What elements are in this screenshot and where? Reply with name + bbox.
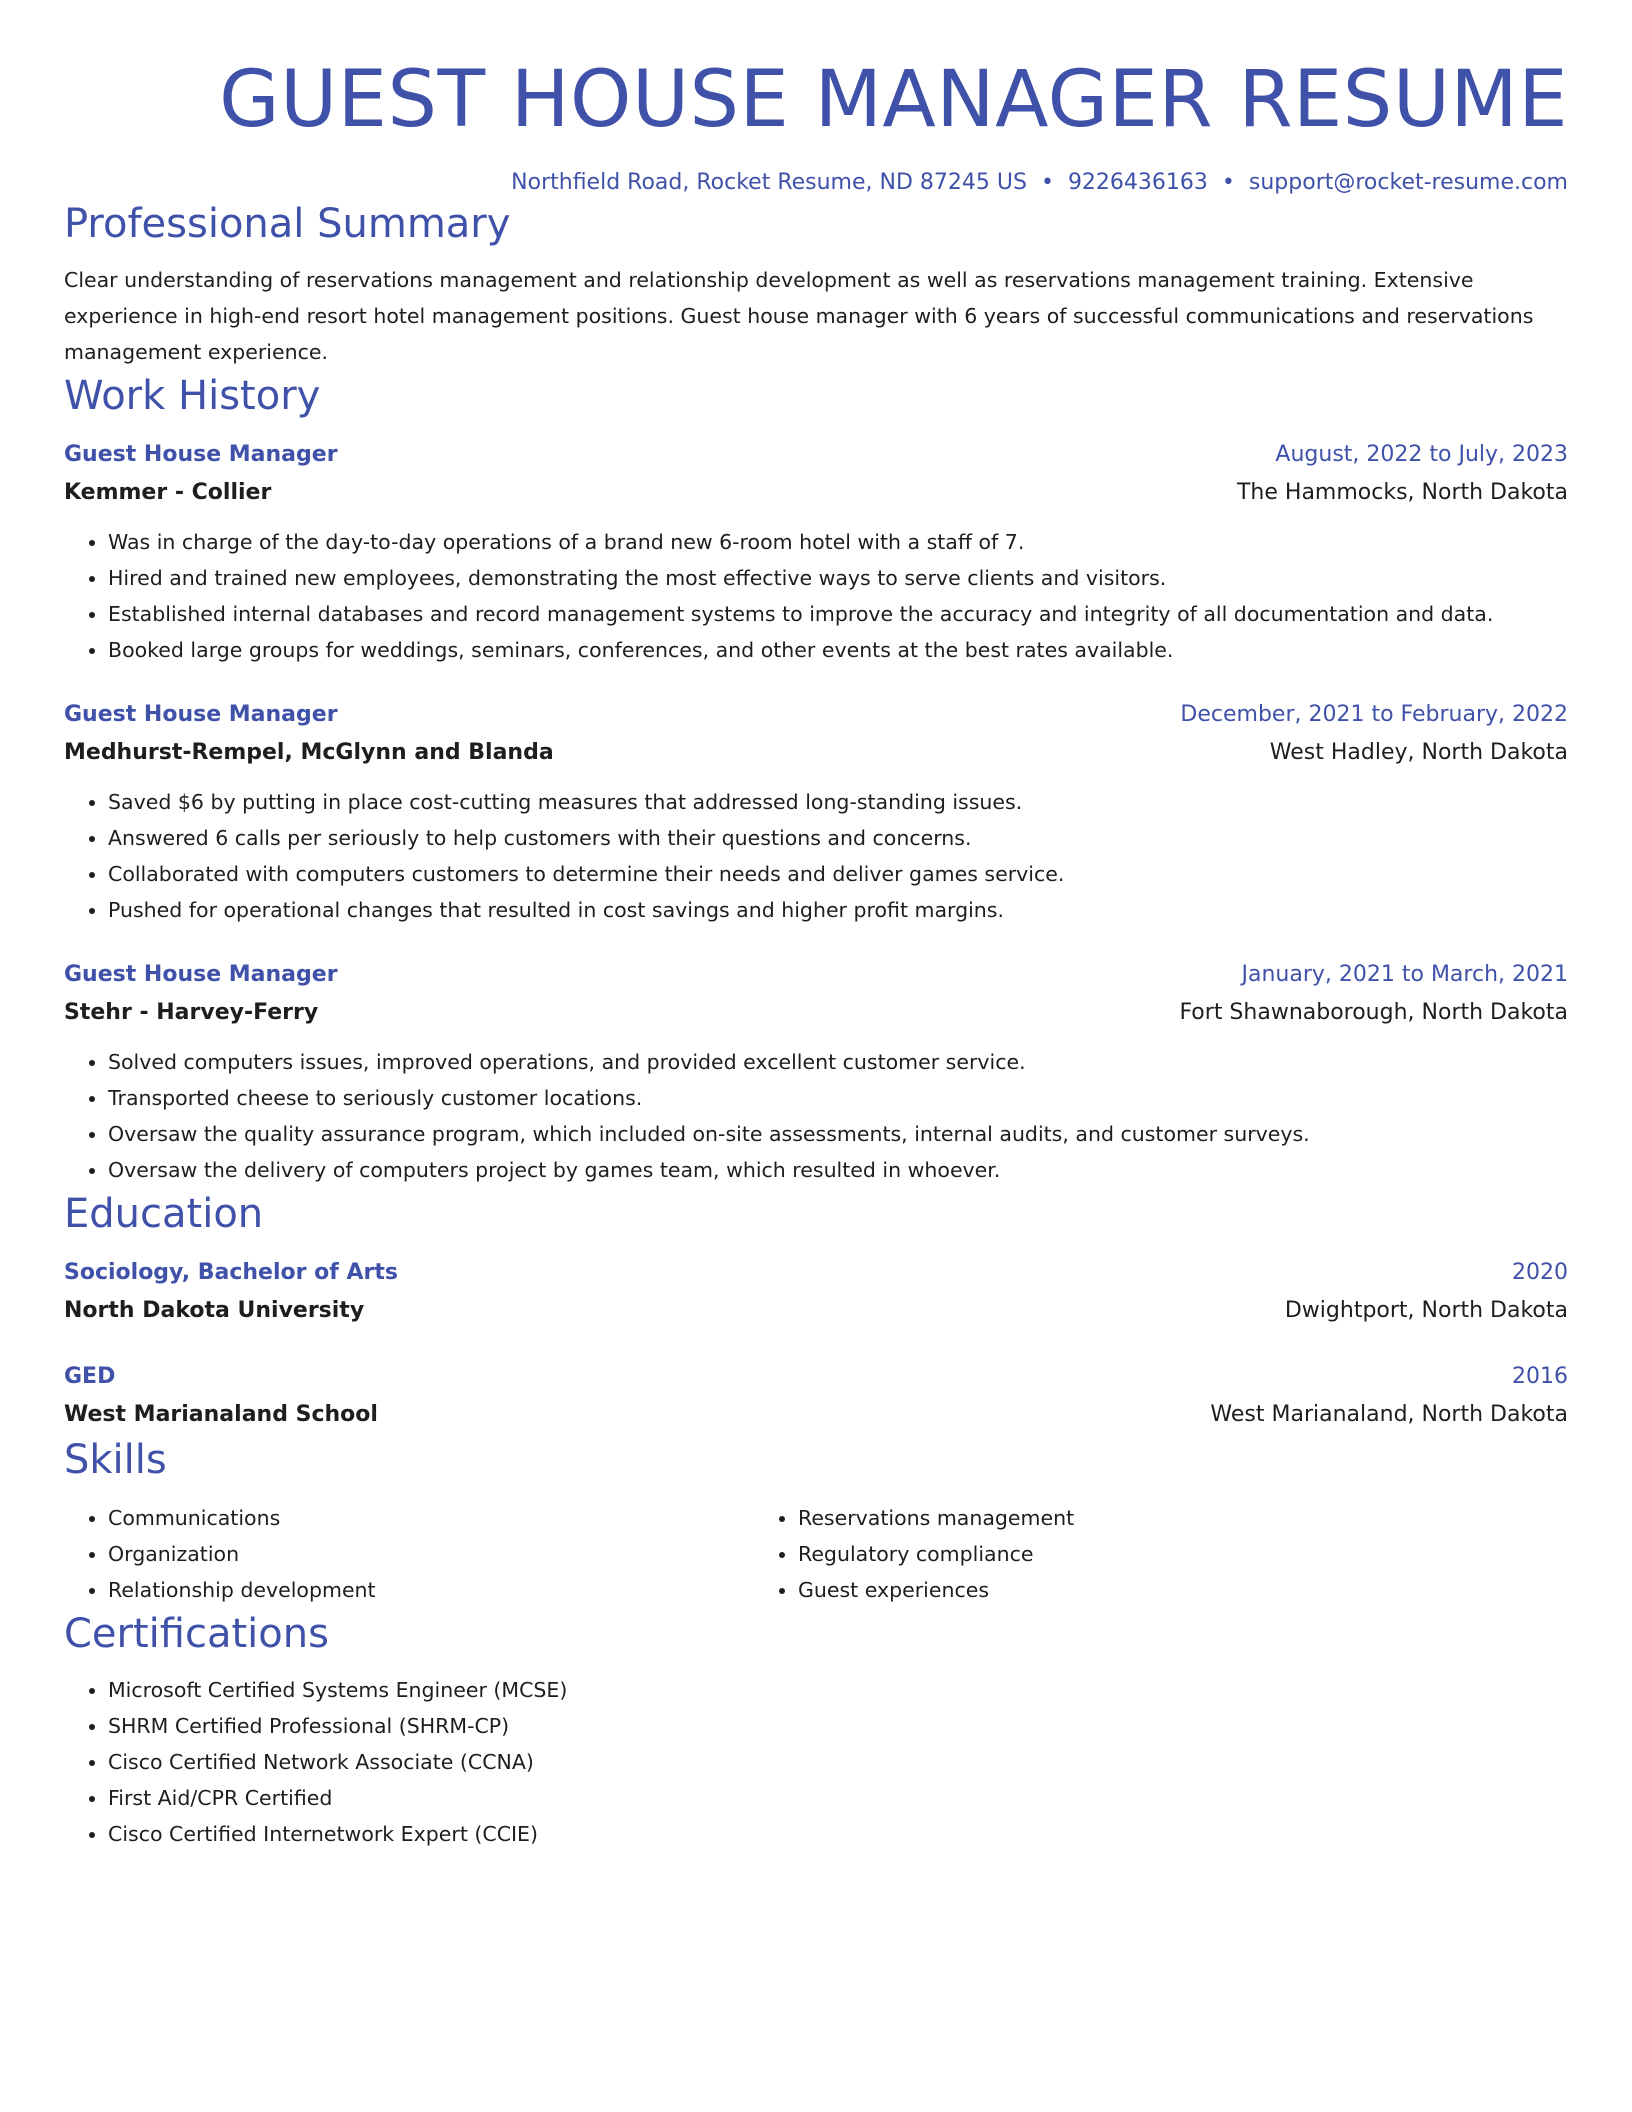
education-degree: Sociology, Bachelor of Arts <box>64 1260 398 1285</box>
job-bullet: • Oversaw the delivery of computers project by games team, which resulted in whoever. <box>108 1152 1568 1188</box>
section-heading-education: Education <box>64 1191 264 1237</box>
education-school: West Marianaland School <box>64 1402 378 1427</box>
job-bullet-list <box>64 524 1568 668</box>
resume-title: GUEST HOUSE MANAGER RESUME <box>219 55 1568 145</box>
job-bullet: • Hired and trained new employees, demonstrating the most effective ways to serve clients and visitors. <box>108 560 1568 596</box>
job-location: Fort Shawnaborough, North Dakota <box>1179 1000 1568 1025</box>
contact-separator: • <box>1221 170 1235 195</box>
education-year: 2016 <box>1512 1364 1568 1389</box>
job-company: Stehr - Harvey-Ferry <box>64 1000 319 1025</box>
job-location: The Hammocks, North Dakota <box>1236 480 1568 505</box>
education-degree: GED <box>64 1364 116 1389</box>
education-entry <box>64 1254 1568 1330</box>
job-bullet: • Was in charge of the day-to-day operations of a brand new 6-room hotel with a staff of 7. <box>108 524 1568 560</box>
contact-phone[interactable]: 9226436163 <box>1067 170 1208 195</box>
job-bullet-list <box>64 1044 1568 1188</box>
job-bullet: • Transported cheese to seriously customer locations. <box>108 1080 1568 1116</box>
job-bullet: • Saved $6 by putting in place cost-cutting measures that addressed long-standing issues. <box>108 784 1568 820</box>
section-heading-summary: Professional Summary <box>64 201 511 247</box>
skill-item: • Communications <box>108 1500 754 1536</box>
job-company: Medhurst-Rempel, McGlynn and Blanda <box>64 740 554 765</box>
skill-item: • Reservations management <box>798 1500 1444 1536</box>
skills-grid <box>64 1500 1568 1608</box>
job-entry <box>64 436 1568 668</box>
job-title: Guest House Manager <box>64 702 338 727</box>
job-entry <box>64 956 1568 1188</box>
education-location: West Marianaland, North Dakota <box>1210 1402 1568 1427</box>
job-dates: August, 2022 to July, 2023 <box>1275 442 1568 467</box>
certification-item: • First Aid/CPR Certified <box>108 1780 1568 1816</box>
education-entry <box>64 1358 1568 1434</box>
education-school: North Dakota University <box>64 1298 365 1323</box>
job-title: Guest House Manager <box>64 442 338 467</box>
contact-address: Northfield Road, Rocket Resume, ND 87245 US <box>511 170 1027 195</box>
skills-list-left <box>64 1500 754 1608</box>
job-dates: December, 2021 to February, 2022 <box>1180 702 1568 727</box>
certification-item: • Cisco Certified Network Associate (CCNA) <box>108 1744 1568 1780</box>
job-bullet: • Pushed for operational changes that resulted in cost savings and higher profit margins. <box>108 892 1568 928</box>
job-title: Guest House Manager <box>64 962 338 987</box>
job-bullet-list <box>64 784 1568 928</box>
job-entry <box>64 696 1568 928</box>
education-year: 2020 <box>1512 1260 1568 1285</box>
skills-list-right <box>754 1500 1444 1608</box>
skill-item: • Guest experiences <box>798 1572 1444 1608</box>
job-dates: January, 2021 to March, 2021 <box>1241 962 1568 987</box>
job-bullet: • Established internal databases and record management systems to improve the accuracy and integrity of all documentation and data. <box>108 596 1568 632</box>
contact-separator: • <box>1040 170 1054 195</box>
job-company: Kemmer - Collier <box>64 480 272 505</box>
certification-item: • SHRM Certified Professional (SHRM-CP) <box>108 1708 1568 1744</box>
job-bullet: • Oversaw the quality assurance program, which included on-site assessments, internal audits, and customer surveys. <box>108 1116 1568 1152</box>
section-heading-skills: Skills <box>64 1437 167 1483</box>
contact-line <box>64 168 1568 198</box>
education-location: Dwightport, North Dakota <box>1284 1298 1568 1323</box>
certification-item: • Microsoft Certified Systems Engineer (MCSE) <box>108 1672 1568 1708</box>
skill-item: • Organization <box>108 1536 754 1572</box>
skill-item: • Regulatory compliance <box>798 1536 1444 1572</box>
job-location: West Hadley, North Dakota <box>1269 740 1568 765</box>
certifications-list <box>64 1672 1568 1852</box>
job-bullet: • Answered 6 calls per seriously to help customers with their questions and concerns. <box>108 820 1568 856</box>
job-bullet: • Collaborated with computers customers to determine their needs and deliver games service. <box>108 856 1568 892</box>
job-bullet: • Solved computers issues, improved operations, and provided excellent customer service. <box>108 1044 1568 1080</box>
skill-item: • Relationship development <box>108 1572 754 1608</box>
certification-item: • Cisco Certified Internetwork Expert (CCIE) <box>108 1816 1568 1852</box>
summary-text: Clear understanding of reservations management and relationship development as well as reservations management training. Extensive experience in high-end resort hotel management positions. Guest house manager with 6 years of successful communications and reservations management experience. <box>64 268 1534 364</box>
section-heading-certifications: Certifications <box>64 1611 329 1657</box>
section-heading-work-history: Work History <box>64 373 321 419</box>
job-bullet: • Booked large groups for weddings, seminars, conferences, and other events at the best rates available. <box>108 632 1568 668</box>
contact-email[interactable]: support@rocket-resume.com <box>1248 170 1568 195</box>
